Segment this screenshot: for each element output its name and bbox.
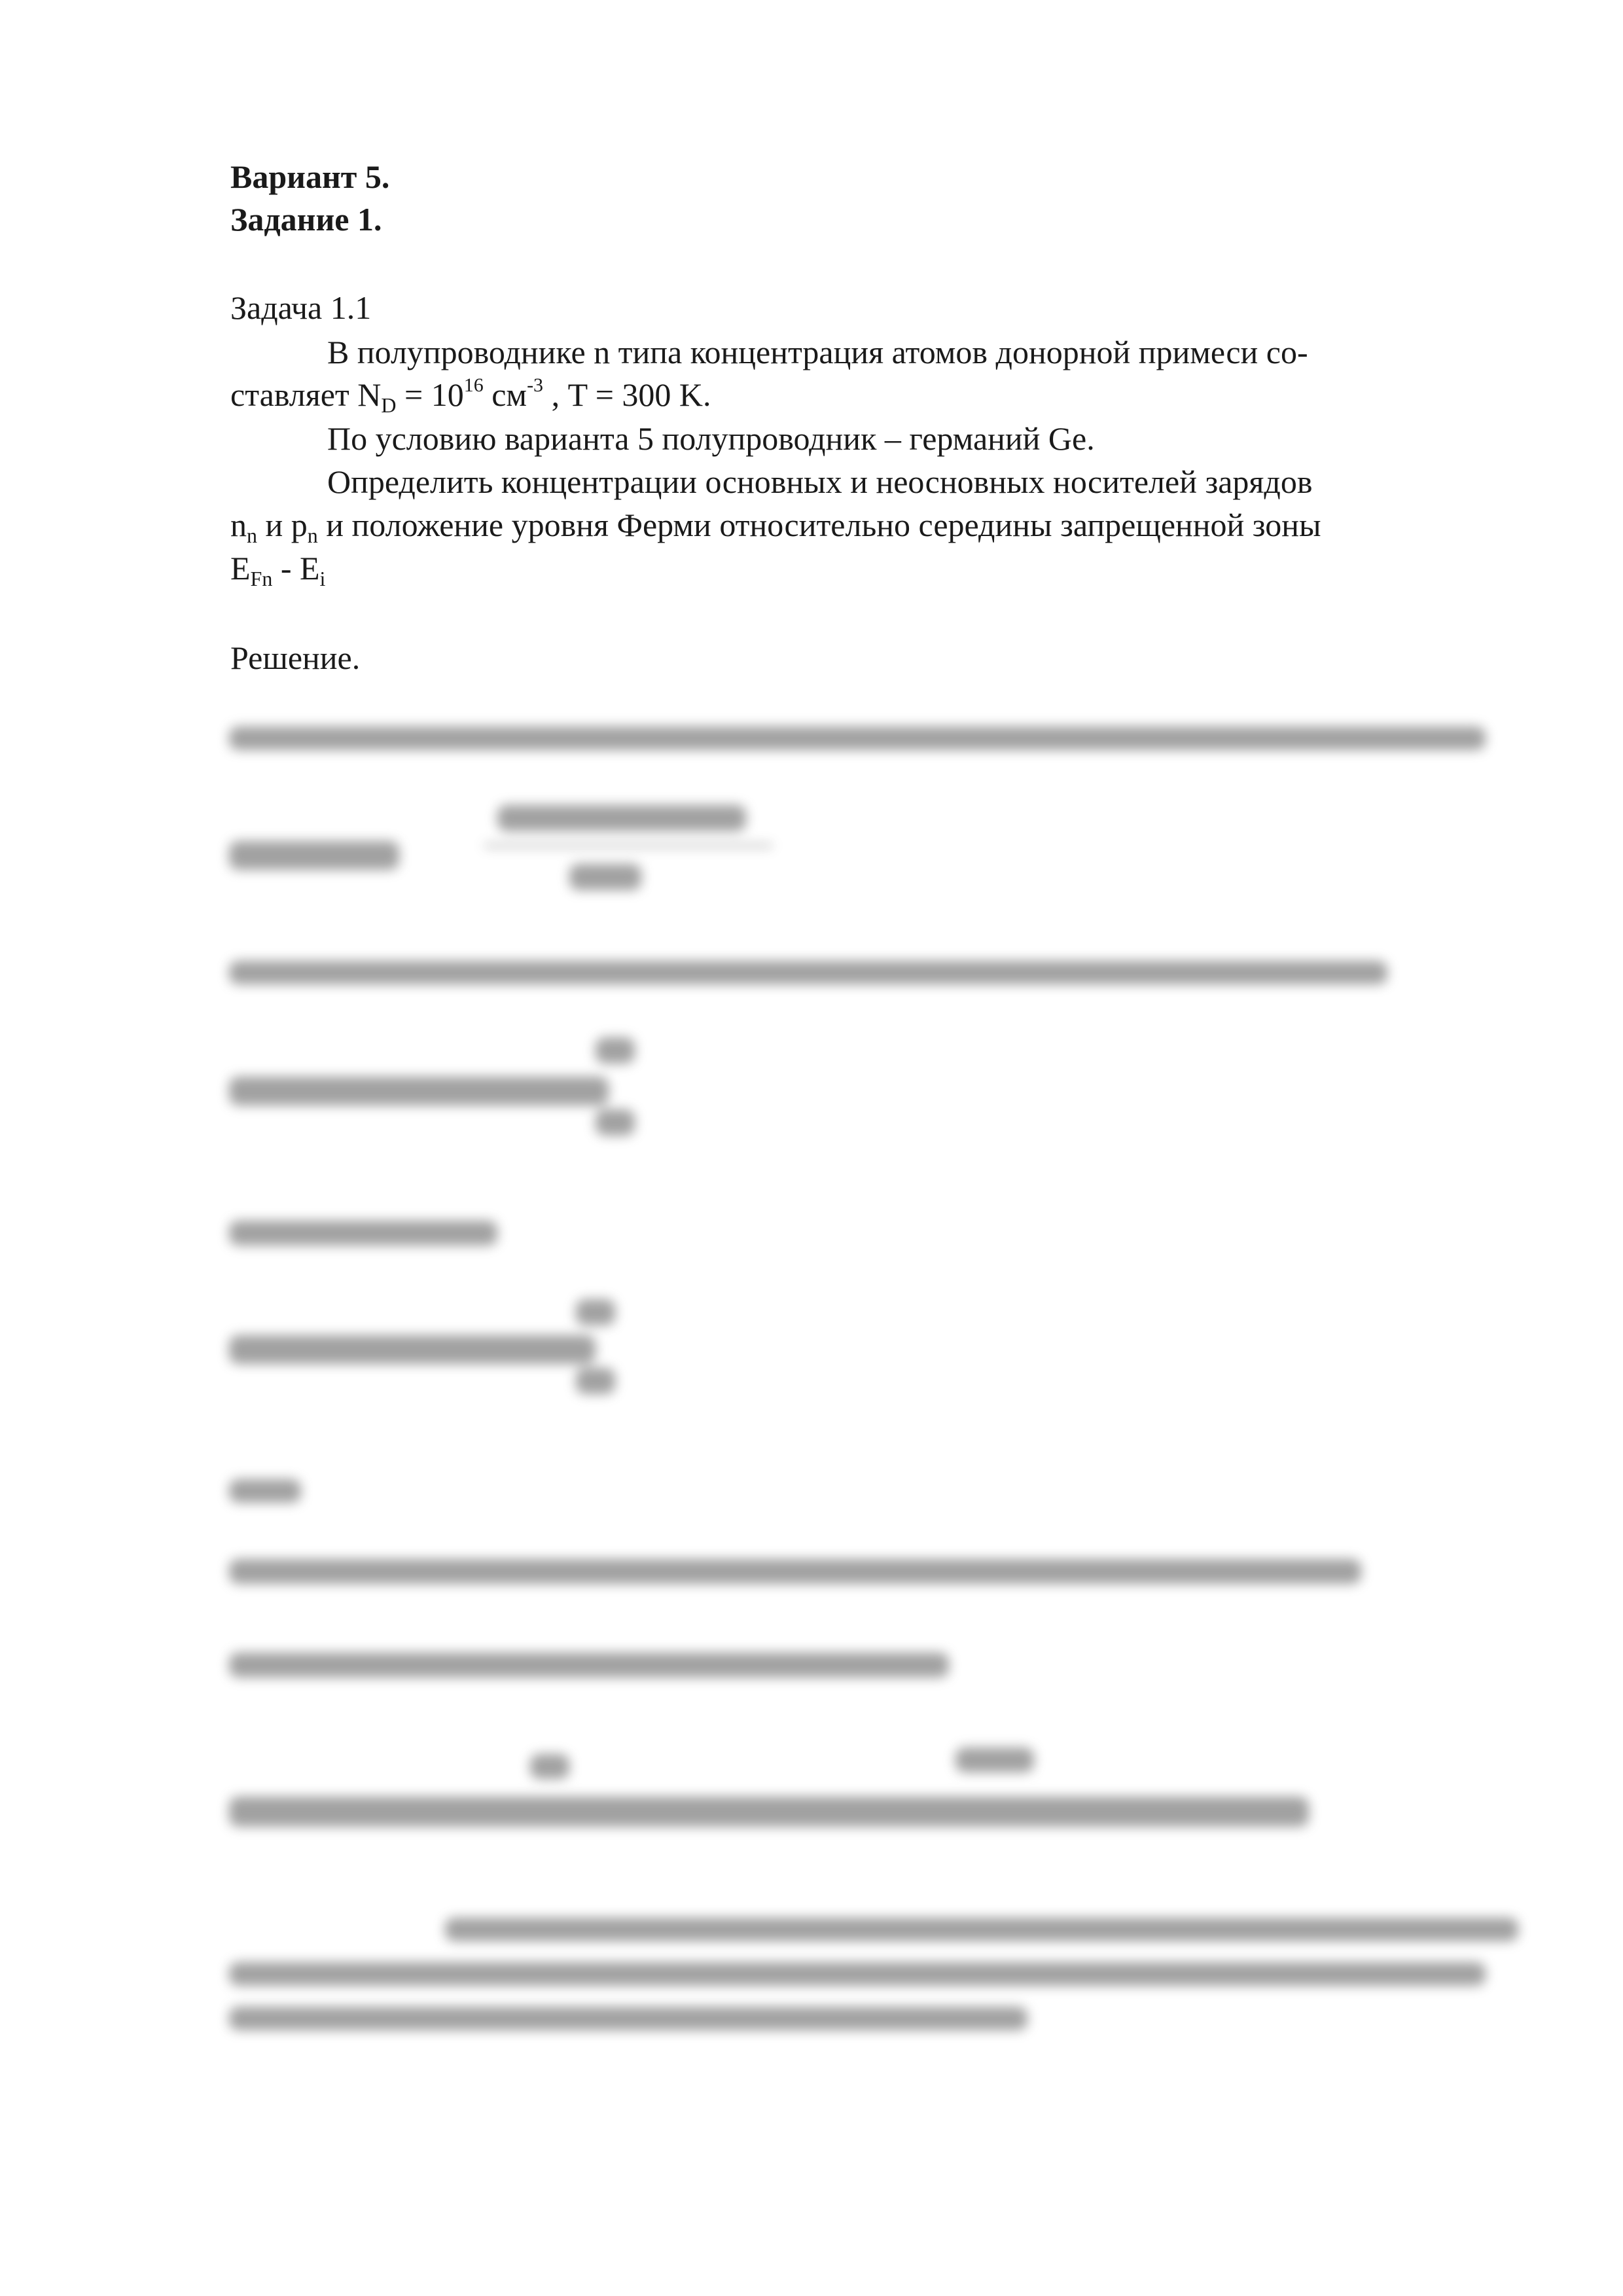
obscured-fraction-bar [484,844,772,847]
problem-text-line-2: ставляет $N_D = 10^{16}$ $см^{-3}$ , T = 300 K. [230,374,711,417]
obscured-formula [497,805,746,831]
obscured-formula [955,1748,1034,1772]
task-heading: Задание 1. [230,201,382,238]
problem-text-line-3: По условию варианта 5 полупроводник – германий Ge. [327,420,1095,457]
solution-title: Решение. [230,639,361,676]
obscured-formula [229,1797,1309,1827]
obscured-text-line [229,1221,497,1246]
obscured-text-line [229,1653,949,1677]
problem-text-line-1: В полупроводнике n типа концентрация атомов донорной примеси со- [327,334,1308,370]
obscured-formula [596,1109,635,1136]
problem-text-line-5: $n_n$ и $p_n$ и положение уровня Ферми относительно середины запрещенной зоны [230,507,1321,547]
obscured-formula [229,1335,596,1364]
obscured-formula [576,1368,615,1394]
obscured-text-line [229,1962,1486,1986]
obscured-formula [229,1077,609,1105]
obscured-formula [229,841,399,870]
obscured-text-line [445,1918,1518,1941]
obscured-text-line [229,961,1387,984]
obscured-formula [530,1754,569,1779]
obscured-text-line [229,1479,301,1503]
variant-heading: Вариант 5. [230,158,390,195]
obscured-text-line [229,726,1486,750]
obscured-solution-content [223,707,1499,2068]
obscured-formula [596,1037,635,1064]
problem-title: Задача 1.1 [230,289,372,326]
obscured-text-line [229,1559,1361,1584]
obscured-formula [569,864,641,890]
problem-text-line-6: $E_{Fn} - E_i$ [230,550,326,590]
obscured-formula [576,1299,615,1325]
problem-text-line-4: Определить концентрации основных и неосновных носителей зарядов [327,463,1313,500]
obscured-text-line [229,2007,1027,2030]
